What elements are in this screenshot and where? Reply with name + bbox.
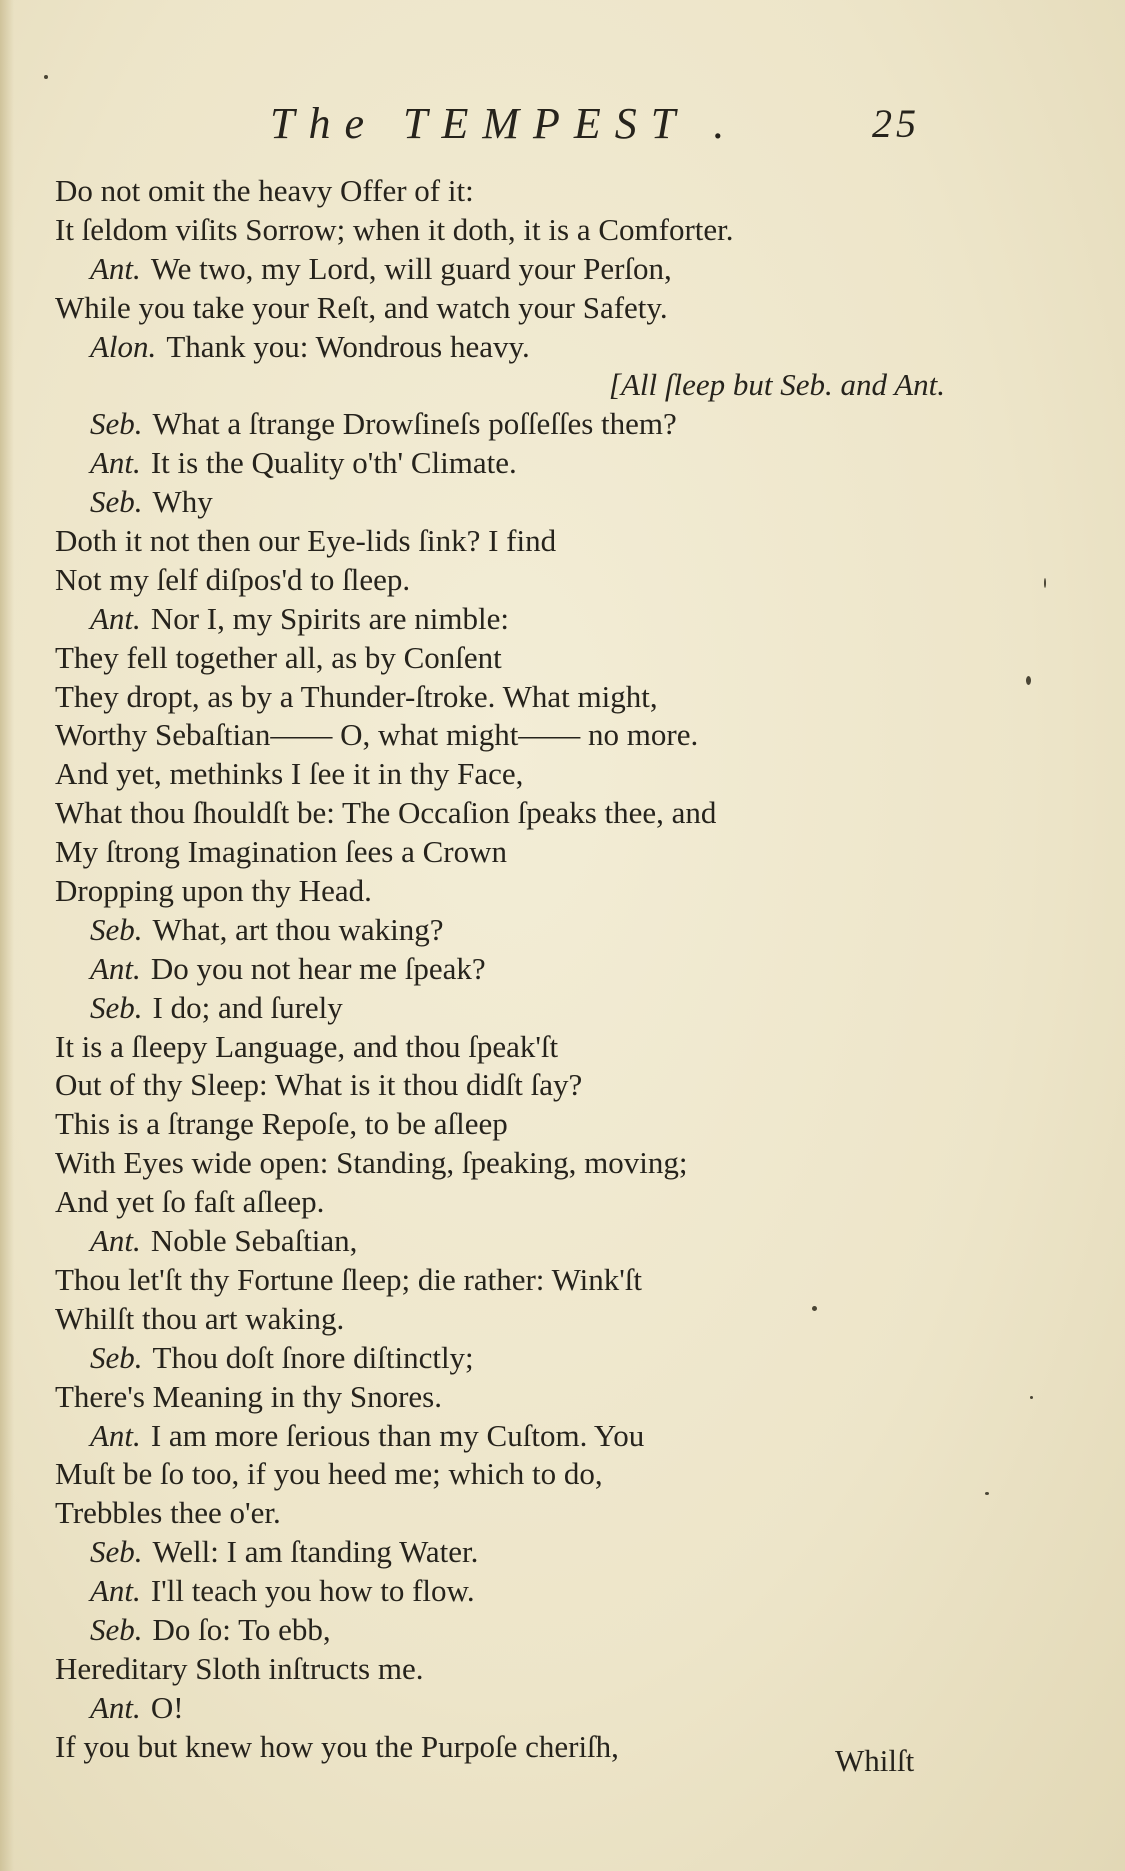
speech-line xyxy=(55,328,1065,367)
verse-line xyxy=(55,1300,1065,1339)
verse-line xyxy=(55,522,1065,561)
verse-line xyxy=(55,1378,1065,1417)
line-text: Thou doſt ſnore diſtinctly; xyxy=(152,1339,474,1375)
speaker-name: Seb. xyxy=(90,1534,143,1570)
running-title: The TEMPEST . xyxy=(270,99,739,148)
verse-line xyxy=(55,1183,1065,1222)
line-text: Thank you: Wondrous heavy. xyxy=(166,328,530,364)
line-text: This is a ſtrange Repoſe, to be aſleep xyxy=(55,1106,508,1142)
line-text: My ſtrong Imagination ſees a Crown xyxy=(55,834,507,870)
verse-line xyxy=(55,716,1065,755)
line-text: Trebbles thee o'er. xyxy=(55,1495,281,1531)
paper-speck xyxy=(44,75,48,79)
catchword: Whilſt xyxy=(835,1743,915,1778)
line-text: If you but knew how you the Purpoſe cheriſh, xyxy=(55,1728,619,1764)
verse-line xyxy=(55,1105,1065,1144)
play-text xyxy=(55,172,1065,1767)
line-text: Worthy Sebaſtian—— O, what might—— no more. xyxy=(55,717,699,753)
speaker-name: Ant. xyxy=(90,1417,141,1453)
line-text: It ſeldom viſits Sorrow; when it doth, it is a Comforter. xyxy=(55,211,734,247)
speech-line xyxy=(55,1689,1065,1728)
verse-line xyxy=(55,172,1065,211)
verse-line xyxy=(55,289,1065,328)
speech-line xyxy=(55,989,1065,1028)
speech-line xyxy=(55,1339,1065,1378)
line-text: O! xyxy=(150,1689,184,1725)
verse-line xyxy=(55,211,1065,250)
speaker-name: Ant. xyxy=(90,600,141,636)
speaker-name: Seb. xyxy=(90,1611,143,1647)
paper-speck xyxy=(1030,1396,1033,1399)
speech-line xyxy=(55,911,1065,950)
verse-line xyxy=(55,1650,1065,1689)
speaker-name: Seb. xyxy=(90,911,143,947)
line-text: While you take your Reſt, and watch your Safety. xyxy=(55,289,668,325)
speaker-name: Seb. xyxy=(90,1339,143,1375)
stage-direction xyxy=(55,366,1065,405)
speaker-name: Ant. xyxy=(90,250,141,286)
line-text: Do you not hear me ſpeak? xyxy=(150,950,486,986)
line-text: Out of thy Sleep: What is it thou didſt ſay? xyxy=(55,1067,583,1103)
line-text: Nor I, my Spirits are nimble: xyxy=(150,600,509,636)
speech-line xyxy=(55,1572,1065,1611)
line-text: It is the Quality o'th' Climate. xyxy=(150,445,517,481)
page-number: 25 xyxy=(872,101,920,146)
speaker-name: Ant. xyxy=(90,1573,141,1609)
line-text: They fell together all, as by Conſent xyxy=(55,639,502,675)
line-text: Noble Sebaſtian, xyxy=(150,1223,358,1259)
line-text: I'll teach you how to flow. xyxy=(150,1573,475,1609)
line-text: Thou let'ſt thy Fortune ſleep; die rather: Wink'ſt xyxy=(55,1261,643,1297)
speaker-name: Seb. xyxy=(90,484,143,520)
line-text: And yet ſo faſt aſleep. xyxy=(55,1184,325,1220)
speaker-name: Ant. xyxy=(90,1689,141,1725)
verse-line xyxy=(55,872,1065,911)
line-text: Dropping upon thy Head. xyxy=(55,873,372,909)
speaker-name: Seb. xyxy=(90,406,143,442)
speech-line xyxy=(55,1417,1065,1456)
line-text: We two, my Lord, will guard your Perſon, xyxy=(150,250,672,286)
paper-speck xyxy=(1026,676,1031,685)
page-header xyxy=(0,98,1125,158)
speech-line xyxy=(55,1611,1065,1650)
verse-line xyxy=(55,1261,1065,1300)
verse-line xyxy=(55,794,1065,833)
line-text: Whilſt thou art waking. xyxy=(55,1300,345,1336)
line-text: What a ſtrange Drowſineſs poſſeſſes them? xyxy=(152,406,677,442)
speech-line xyxy=(55,1222,1065,1261)
line-text: And yet, methinks I ſee it in thy Face, xyxy=(55,756,524,792)
verse-line xyxy=(55,1494,1065,1533)
speech-line xyxy=(55,250,1065,289)
line-text: Why xyxy=(152,484,213,520)
speaker-name: Ant. xyxy=(90,445,141,481)
line-text: Do not omit the heavy Offer of it: xyxy=(55,173,474,208)
line-text: Doth it not then our Eye-lids ſink? I find xyxy=(55,523,557,559)
verse-line xyxy=(55,833,1065,872)
speaker-name: Alon. xyxy=(90,328,157,364)
line-text: I do; and ſurely xyxy=(152,989,343,1025)
speaker-name: Seb. xyxy=(90,989,143,1025)
verse-line xyxy=(55,1028,1065,1067)
line-text: There's Meaning in thy Snores. xyxy=(55,1378,442,1414)
verse-line xyxy=(55,561,1065,600)
speaker-name: Ant. xyxy=(90,950,141,986)
speech-line xyxy=(55,600,1065,639)
line-text: Not my ſelf diſpos'd to ſleep. xyxy=(55,561,411,597)
speech-line xyxy=(55,483,1065,522)
verse-line xyxy=(55,755,1065,794)
verse-line xyxy=(55,639,1065,678)
line-text: Hereditary Sloth inſtructs me. xyxy=(55,1650,424,1686)
verse-line xyxy=(55,1144,1065,1183)
page-gutter-shadow xyxy=(0,0,14,1871)
speech-line xyxy=(55,405,1065,444)
verse-line xyxy=(55,678,1065,717)
verse-line xyxy=(55,1066,1065,1105)
line-text: Well: I am ſtanding Water. xyxy=(152,1534,479,1570)
speaker-name: Ant. xyxy=(90,1223,141,1259)
line-text: What, art thou waking? xyxy=(152,911,444,947)
verse-line xyxy=(55,1455,1065,1494)
line-text: Do ſo: To ebb, xyxy=(152,1611,331,1647)
speech-line xyxy=(55,950,1065,989)
paper-speck xyxy=(1044,578,1046,588)
speech-line xyxy=(55,1533,1065,1572)
paper-speck xyxy=(812,1306,817,1311)
line-text: Muſt be ſo too, if you heed me; which to do, xyxy=(55,1456,603,1492)
line-text: What thou ſhouldſt be: The Occaſion ſpeaks thee, and xyxy=(55,795,717,831)
line-text: It is a ſleepy Language, and thou ſpeak'ſt xyxy=(55,1028,559,1064)
line-text: I am more ſerious than my Cuſtom. You xyxy=(150,1417,645,1453)
line-text: [All ſleep but Seb. and Ant. xyxy=(608,367,945,403)
paper-speck xyxy=(985,1492,989,1495)
line-text: With Eyes wide open: Standing, ſpeaking, moving; xyxy=(55,1145,688,1181)
line-text: They dropt, as by a Thunder-ſtroke. What might, xyxy=(55,678,658,714)
speech-line xyxy=(55,444,1065,483)
